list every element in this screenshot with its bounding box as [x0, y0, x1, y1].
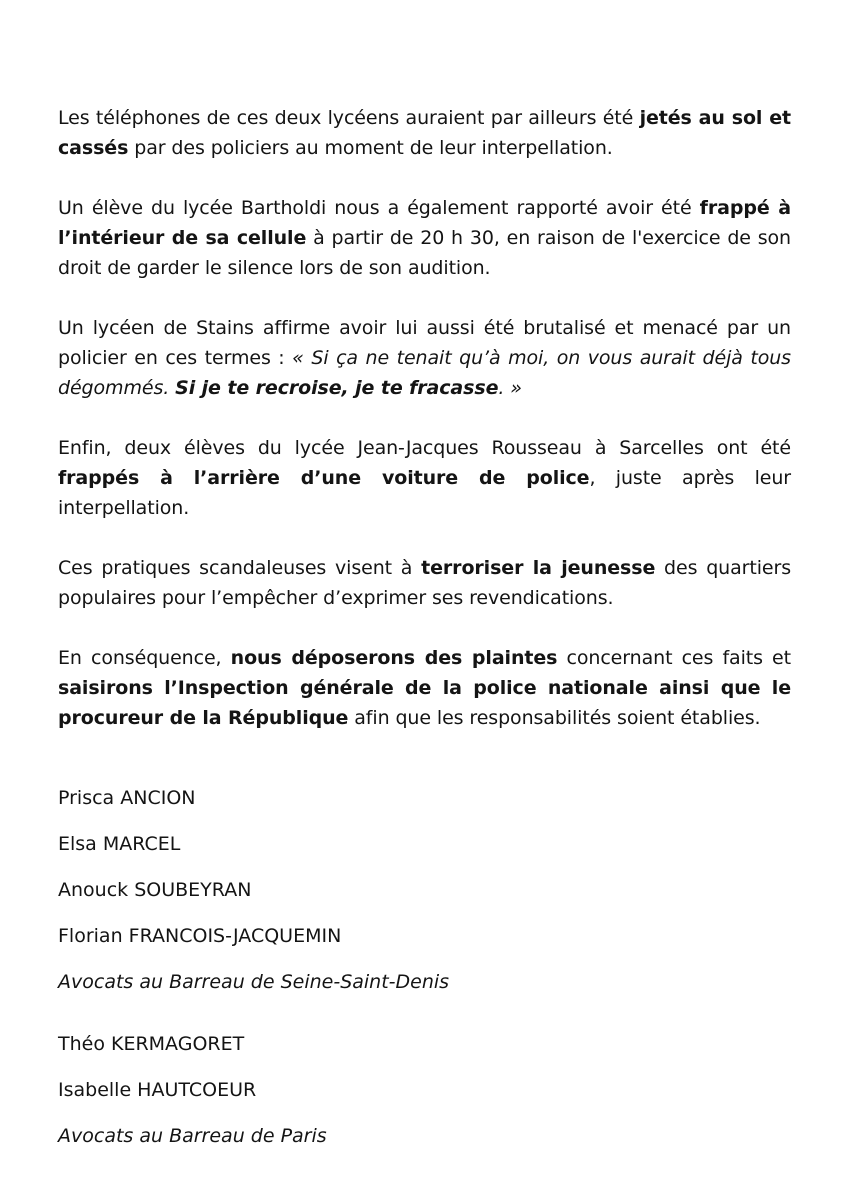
- text-segment: par des policiers au moment de leur interpellation.: [128, 137, 613, 159]
- text-segment: concernant ces faits et: [557, 647, 791, 669]
- text-segment: Ces pratiques scandaleuses visent à: [58, 557, 422, 579]
- paragraph-stains: [58, 313, 791, 403]
- text-segment: des quartiers populaires pour l’empêcher d’exprimer ses revendications.: [58, 557, 791, 609]
- bold-segment: frappé à l’intérieur de sa cellule: [58, 197, 791, 249]
- text-segment: Les téléphones de ces deux lycéens auraient par ailleurs été: [58, 107, 640, 129]
- bold-segment: frappés à l’arrière d’une voiture de police: [58, 467, 590, 489]
- paragraph-sarcelles: [58, 433, 791, 523]
- bold-segment: jetés au sol et cassés: [58, 107, 791, 159]
- paragraph-bartholdi: [58, 193, 791, 283]
- letter-body: [58, 103, 791, 763]
- bold-segment: nous déposerons des plaintes: [230, 647, 558, 669]
- paragraph-practices: [58, 553, 791, 613]
- text-segment: Enfin, deux élèves du lycée Jean-Jacques Rousseau à Sarcelles ont été: [58, 437, 791, 459]
- signatory-name: Isabelle HAUTCOEUR: [58, 1079, 257, 1101]
- signatory-name: Florian FRANCOIS-JACQUEMIN: [58, 925, 342, 947]
- text-segment: Un lycéen de Stains affirme avoir lui aussi été brutalisé et menacé par un policier en ces termes :: [58, 317, 791, 369]
- bold-italic-segment: Si je te recroise, je te fracasse: [175, 377, 499, 399]
- text-segment: à partir de 20 h 30, en raison de l'exercice de son droit de garder le silence lors de son audition.: [58, 227, 791, 279]
- paragraph-consequence: [58, 643, 791, 733]
- text-segment: Un élève du lycée Bartholdi nous a également rapporté avoir été: [58, 197, 700, 219]
- paragraph-phones: [58, 103, 791, 163]
- signatory-name: Anouck SOUBEYRAN: [58, 879, 252, 901]
- bold-segment: terroriser la jeunesse: [421, 557, 656, 579]
- italic-segment: . »: [498, 377, 522, 399]
- signature-block: [58, 775, 791, 1159]
- text-segment: afin que les responsabilités soient établies.: [348, 707, 761, 729]
- signatory-name: Théo KERMAGORET: [58, 1033, 245, 1055]
- spacer: [58, 1005, 791, 1021]
- signatory-name: Elsa MARCEL: [58, 833, 181, 855]
- italic-segment: « Si ça ne tenait qu’à moi, on vous aurait déjà tous dégommés.: [58, 347, 791, 399]
- text-segment: , juste après leur interpellation.: [58, 467, 791, 519]
- signatory-name: Prisca ANCION: [58, 787, 196, 809]
- bold-segment: saisirons l’Inspection générale de la police nationale ainsi que le procureur de la République: [58, 677, 791, 729]
- text-segment: En conséquence,: [58, 647, 231, 669]
- bar-affiliation-paris: Avocats au Barreau de Paris: [58, 1125, 327, 1147]
- bar-affiliation-seine-saint-denis: Avocats au Barreau de Seine-Saint-Denis: [58, 971, 450, 993]
